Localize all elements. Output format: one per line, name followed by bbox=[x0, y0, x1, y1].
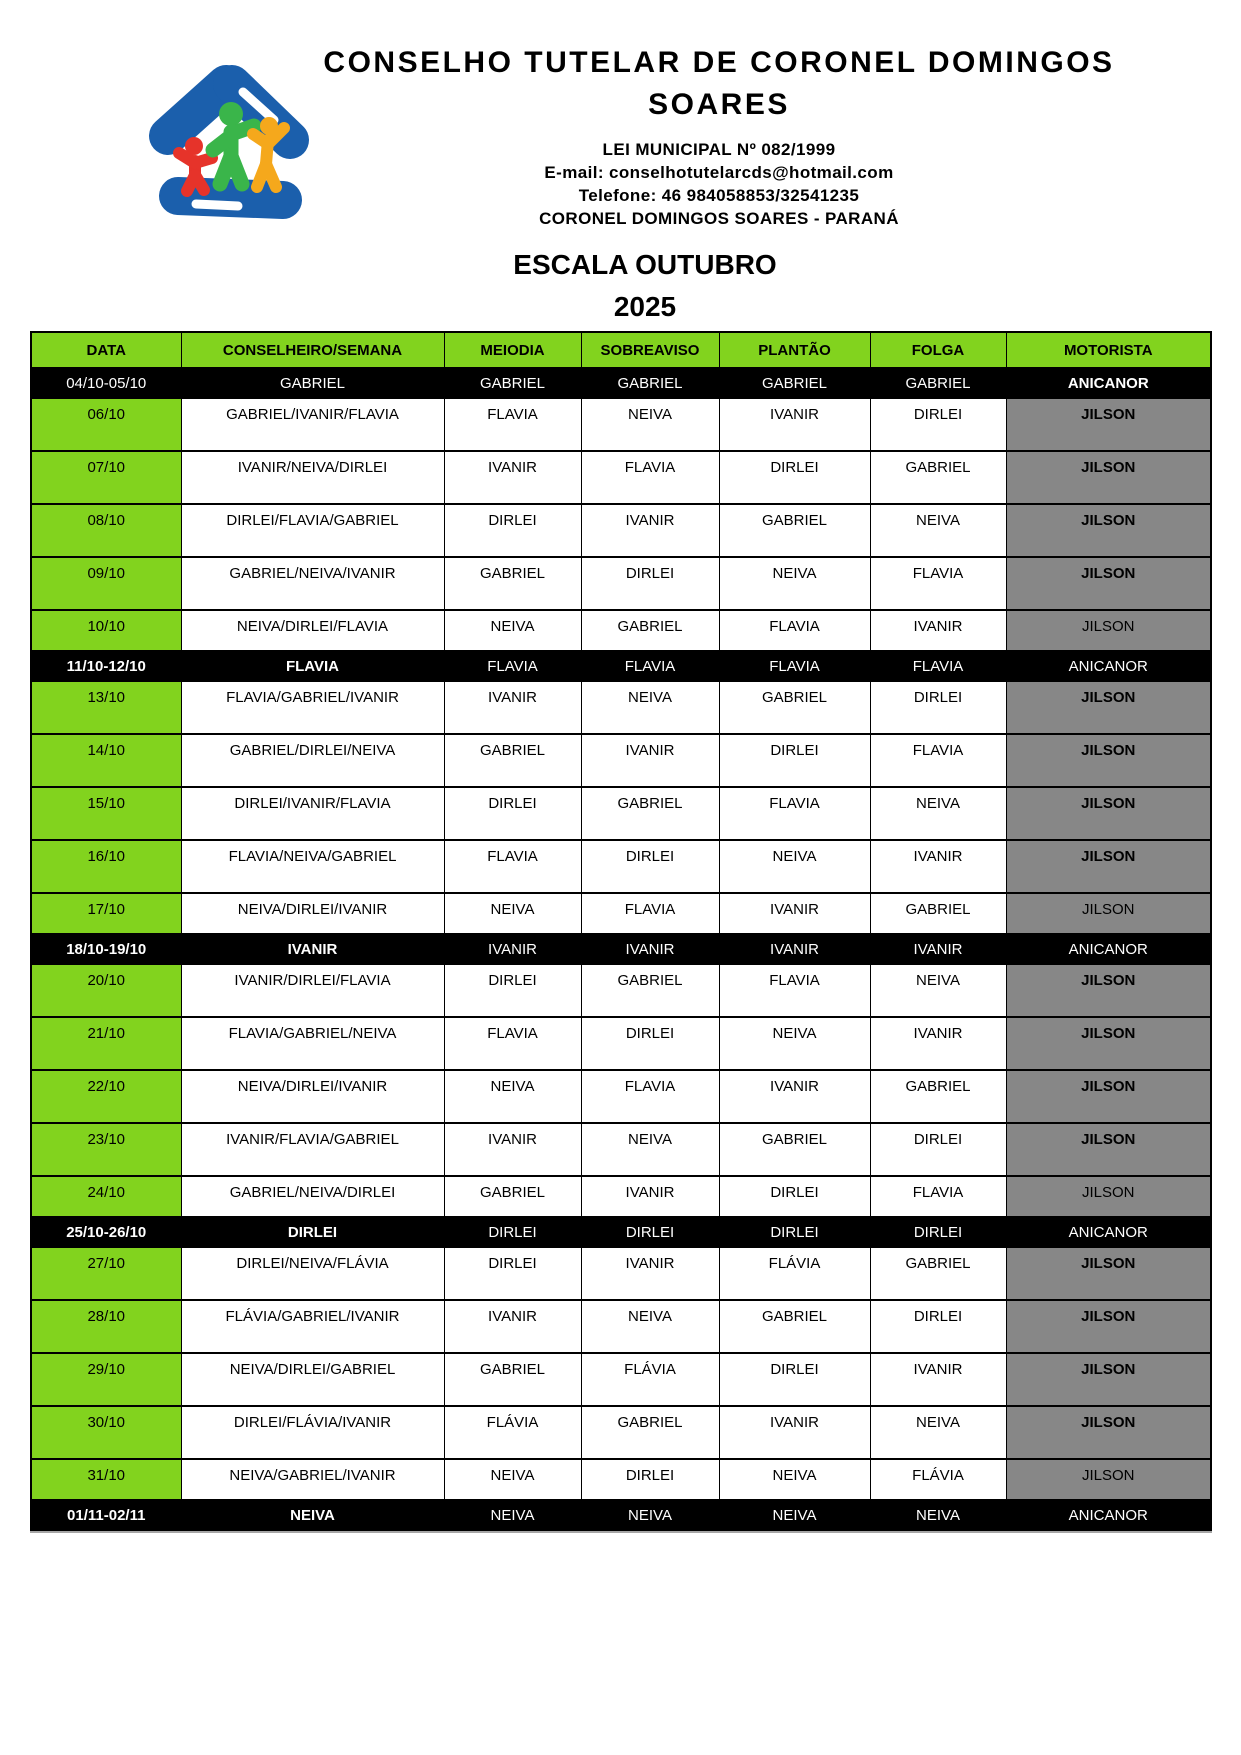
cell-plantao: IVANIR bbox=[719, 398, 870, 451]
schedule-row bbox=[31, 840, 1211, 893]
cell-conselheiro: NEIVA/DIRLEI/FLAVIA bbox=[181, 610, 444, 651]
cell-conselheiro: NEIVA bbox=[181, 1500, 444, 1530]
cell-date: 04/10-05/10 bbox=[31, 368, 181, 398]
schedule-row bbox=[31, 1353, 1211, 1406]
cell-conselheiro: NEIVA/DIRLEI/IVANIR bbox=[181, 1070, 444, 1123]
org-title-line1: CONSELHO TUTELAR DE CORONEL DOMINGOS bbox=[323, 46, 1115, 79]
cell-sobreaviso: FLAVIA bbox=[581, 893, 719, 934]
cell-meiodia: NEIVA bbox=[444, 1459, 581, 1500]
cell-conselheiro: IVANIR bbox=[181, 934, 444, 964]
cell-plantao: DIRLEI bbox=[719, 1353, 870, 1406]
cell-plantao: FLAVIA bbox=[719, 610, 870, 651]
column-header-sobreaviso: SOBREAVISO bbox=[581, 332, 719, 368]
cell-date: 18/10-19/10 bbox=[31, 934, 181, 964]
column-header-plantao: PLANTÃO bbox=[719, 332, 870, 368]
cell-plantao: NEIVA bbox=[719, 1459, 870, 1500]
cell-folga: GABRIEL bbox=[870, 1247, 1006, 1300]
cell-date: 31/10 bbox=[31, 1459, 181, 1500]
cell-motorista: JILSON bbox=[1006, 1353, 1211, 1406]
cell-meiodia: DIRLEI bbox=[444, 1247, 581, 1300]
cell-meiodia: FLAVIA bbox=[444, 651, 581, 681]
schedule-row bbox=[31, 398, 1211, 451]
cell-folga: IVANIR bbox=[870, 610, 1006, 651]
column-header-folga: FOLGA bbox=[870, 332, 1006, 368]
cell-meiodia: IVANIR bbox=[444, 1300, 581, 1353]
cell-conselheiro: FLAVIA bbox=[181, 651, 444, 681]
cell-motorista: JILSON bbox=[1006, 1070, 1211, 1123]
cell-meiodia: GABRIEL bbox=[444, 1353, 581, 1406]
schedule-row bbox=[31, 1300, 1211, 1353]
cell-date: 07/10 bbox=[31, 451, 181, 504]
cell-conselheiro: DIRLEI/NEIVA/FLÁVIA bbox=[181, 1247, 444, 1300]
cell-date: 22/10 bbox=[31, 1070, 181, 1123]
cell-conselheiro: DIRLEI/IVANIR/FLAVIA bbox=[181, 787, 444, 840]
column-header-meiodia: MEIODIA bbox=[444, 332, 581, 368]
cell-folga: FLAVIA bbox=[870, 1176, 1006, 1217]
cell-sobreaviso: DIRLEI bbox=[581, 1217, 719, 1247]
cell-sobreaviso: DIRLEI bbox=[581, 1459, 719, 1500]
org-law: LEI MUNICIPAL Nº 082/1999 bbox=[602, 140, 836, 159]
cell-plantao: DIRLEI bbox=[719, 451, 870, 504]
cell-plantao: FLÁVIA bbox=[719, 1247, 870, 1300]
cell-sobreaviso: NEIVA bbox=[581, 398, 719, 451]
schedule-row bbox=[31, 1247, 1211, 1300]
cell-folga: IVANIR bbox=[870, 840, 1006, 893]
org-title-line2: SOARES bbox=[648, 88, 790, 121]
schedule-row bbox=[31, 557, 1211, 610]
schedule-row bbox=[31, 934, 1211, 964]
cell-folga: IVANIR bbox=[870, 1017, 1006, 1070]
cell-plantao: NEIVA bbox=[719, 840, 870, 893]
cell-plantao: DIRLEI bbox=[719, 734, 870, 787]
cell-sobreaviso: FLAVIA bbox=[581, 651, 719, 681]
cell-date: 06/10 bbox=[31, 398, 181, 451]
cell-folga: NEIVA bbox=[870, 1500, 1006, 1530]
logo-base bbox=[178, 196, 283, 200]
cell-plantao: GABRIEL bbox=[719, 1300, 870, 1353]
cell-meiodia: NEIVA bbox=[444, 1070, 581, 1123]
schedule-row bbox=[31, 504, 1211, 557]
cell-date: 15/10 bbox=[31, 787, 181, 840]
cell-date: 28/10 bbox=[31, 1300, 181, 1353]
cell-sobreaviso: DIRLEI bbox=[581, 557, 719, 610]
schedule-row bbox=[31, 1500, 1211, 1530]
cell-meiodia: IVANIR bbox=[444, 681, 581, 734]
cell-conselheiro: IVANIR/DIRLEI/FLAVIA bbox=[181, 964, 444, 1017]
schedule-row bbox=[31, 1123, 1211, 1176]
schedule-row bbox=[31, 368, 1211, 398]
cell-meiodia: FLAVIA bbox=[444, 398, 581, 451]
cell-plantao: GABRIEL bbox=[719, 1123, 870, 1176]
cell-motorista: JILSON bbox=[1006, 1459, 1211, 1500]
cell-conselheiro: IVANIR/FLAVIA/GABRIEL bbox=[181, 1123, 444, 1176]
cell-folga: NEIVA bbox=[870, 1406, 1006, 1459]
schedule-row bbox=[31, 1406, 1211, 1459]
cell-meiodia: DIRLEI bbox=[444, 504, 581, 557]
cell-plantao: DIRLEI bbox=[719, 1176, 870, 1217]
cell-sobreaviso: NEIVA bbox=[581, 1300, 719, 1353]
cell-conselheiro: FLAVIA/GABRIEL/NEIVA bbox=[181, 1017, 444, 1070]
cell-meiodia: DIRLEI bbox=[444, 787, 581, 840]
cell-motorista: JILSON bbox=[1006, 1300, 1211, 1353]
cell-motorista: JILSON bbox=[1006, 557, 1211, 610]
cell-motorista: JILSON bbox=[1006, 840, 1211, 893]
cell-conselheiro: FLAVIA/GABRIEL/IVANIR bbox=[181, 681, 444, 734]
cell-meiodia: IVANIR bbox=[444, 451, 581, 504]
cell-folga: NEIVA bbox=[870, 787, 1006, 840]
cell-motorista: ANICANOR bbox=[1006, 368, 1211, 398]
schedule-title: ESCALA OUTUBRO bbox=[513, 249, 777, 280]
schedule-title-block bbox=[25, 248, 1241, 324]
cell-date: 27/10 bbox=[31, 1247, 181, 1300]
cell-motorista: JILSON bbox=[1006, 681, 1211, 734]
cell-conselheiro: DIRLEI/FLÁVIA/IVANIR bbox=[181, 1406, 444, 1459]
schedule-table bbox=[30, 331, 1212, 1531]
cell-conselheiro: GABRIEL bbox=[181, 368, 444, 398]
cell-conselheiro: IVANIR/NEIVA/DIRLEI bbox=[181, 451, 444, 504]
cell-folga: GABRIEL bbox=[870, 1070, 1006, 1123]
cell-date: 17/10 bbox=[31, 893, 181, 934]
cell-sobreaviso: IVANIR bbox=[581, 1176, 719, 1217]
cell-motorista: ANICANOR bbox=[1006, 934, 1211, 964]
org-contacts bbox=[319, 138, 1119, 230]
cell-conselheiro: NEIVA/DIRLEI/GABRIEL bbox=[181, 1353, 444, 1406]
cell-date: 08/10 bbox=[31, 504, 181, 557]
cell-folga: GABRIEL bbox=[870, 368, 1006, 398]
cell-conselheiro: FLÁVIA/GABRIEL/IVANIR bbox=[181, 1300, 444, 1353]
cell-conselheiro: DIRLEI bbox=[181, 1217, 444, 1247]
schedule-row bbox=[31, 964, 1211, 1017]
schedule-row bbox=[31, 1017, 1211, 1070]
cell-motorista: JILSON bbox=[1006, 398, 1211, 451]
cell-sobreaviso: GABRIEL bbox=[581, 1406, 719, 1459]
cell-sobreaviso: IVANIR bbox=[581, 504, 719, 557]
cell-date: 25/10-26/10 bbox=[31, 1217, 181, 1247]
cell-folga: DIRLEI bbox=[870, 398, 1006, 451]
schedule-row bbox=[31, 734, 1211, 787]
cell-folga: GABRIEL bbox=[870, 893, 1006, 934]
cell-motorista: JILSON bbox=[1006, 734, 1211, 787]
schedule-row bbox=[31, 681, 1211, 734]
cell-folga: IVANIR bbox=[870, 1353, 1006, 1406]
schedule-header-row bbox=[31, 332, 1211, 368]
schedule-row bbox=[31, 787, 1211, 840]
cell-motorista: JILSON bbox=[1006, 787, 1211, 840]
cell-plantao: GABRIEL bbox=[719, 681, 870, 734]
cell-plantao: IVANIR bbox=[719, 934, 870, 964]
cell-meiodia: GABRIEL bbox=[444, 557, 581, 610]
cell-folga: DIRLEI bbox=[870, 681, 1006, 734]
cell-conselheiro: GABRIEL/DIRLEI/NEIVA bbox=[181, 734, 444, 787]
document-header bbox=[319, 42, 1119, 230]
cell-sobreaviso: DIRLEI bbox=[581, 840, 719, 893]
conselho-tutelar-logo bbox=[138, 34, 320, 222]
cell-plantao: NEIVA bbox=[719, 1500, 870, 1530]
cell-plantao: FLAVIA bbox=[719, 651, 870, 681]
cell-plantao: DIRLEI bbox=[719, 1217, 870, 1247]
cell-motorista: JILSON bbox=[1006, 1247, 1211, 1300]
cell-meiodia: FLAVIA bbox=[444, 1017, 581, 1070]
schedule-row bbox=[31, 651, 1211, 681]
cell-meiodia: GABRIEL bbox=[444, 1176, 581, 1217]
cell-meiodia: GABRIEL bbox=[444, 734, 581, 787]
cell-meiodia: NEIVA bbox=[444, 1500, 581, 1530]
cell-folga: NEIVA bbox=[870, 964, 1006, 1017]
cell-plantao: GABRIEL bbox=[719, 504, 870, 557]
cell-folga: FLAVIA bbox=[870, 651, 1006, 681]
schedule-row bbox=[31, 1070, 1211, 1123]
cell-date: 10/10 bbox=[31, 610, 181, 651]
cell-date: 23/10 bbox=[31, 1123, 181, 1176]
cell-sobreaviso: FLAVIA bbox=[581, 451, 719, 504]
cell-conselheiro: FLAVIA/NEIVA/GABRIEL bbox=[181, 840, 444, 893]
cell-meiodia: NEIVA bbox=[444, 610, 581, 651]
cell-plantao: NEIVA bbox=[719, 557, 870, 610]
cell-date: 13/10 bbox=[31, 681, 181, 734]
cell-sobreaviso: IVANIR bbox=[581, 1247, 719, 1300]
cell-meiodia: IVANIR bbox=[444, 934, 581, 964]
cell-motorista: ANICANOR bbox=[1006, 651, 1211, 681]
cell-meiodia: GABRIEL bbox=[444, 368, 581, 398]
cell-plantao: IVANIR bbox=[719, 1406, 870, 1459]
cell-meiodia: NEIVA bbox=[444, 893, 581, 934]
cell-motorista: ANICANOR bbox=[1006, 1217, 1211, 1247]
cell-meiodia: DIRLEI bbox=[444, 964, 581, 1017]
cell-meiodia: FLÁVIA bbox=[444, 1406, 581, 1459]
cell-folga: FLAVIA bbox=[870, 734, 1006, 787]
cell-date: 21/10 bbox=[31, 1017, 181, 1070]
cell-date: 09/10 bbox=[31, 557, 181, 610]
column-header-motorista: MOTORISTA bbox=[1006, 332, 1211, 368]
cell-meiodia: DIRLEI bbox=[444, 1217, 581, 1247]
schedule-row bbox=[31, 451, 1211, 504]
schedule-row bbox=[31, 1176, 1211, 1217]
schedule-row bbox=[31, 893, 1211, 934]
cell-conselheiro: NEIVA/DIRLEI/IVANIR bbox=[181, 893, 444, 934]
cell-date: 14/10 bbox=[31, 734, 181, 787]
cell-folga: IVANIR bbox=[870, 934, 1006, 964]
cell-sobreaviso: NEIVA bbox=[581, 1500, 719, 1530]
schedule-row bbox=[31, 610, 1211, 651]
cell-sobreaviso: NEIVA bbox=[581, 681, 719, 734]
cell-sobreaviso: DIRLEI bbox=[581, 1017, 719, 1070]
cell-sobreaviso: GABRIEL bbox=[581, 610, 719, 651]
cell-sobreaviso: FLAVIA bbox=[581, 1070, 719, 1123]
cell-conselheiro: GABRIEL/NEIVA/IVANIR bbox=[181, 557, 444, 610]
cell-folga: DIRLEI bbox=[870, 1217, 1006, 1247]
cell-motorista: JILSON bbox=[1006, 1017, 1211, 1070]
cell-plantao: FLAVIA bbox=[719, 964, 870, 1017]
cell-sobreaviso: FLÁVIA bbox=[581, 1353, 719, 1406]
cell-folga: FLÁVIA bbox=[870, 1459, 1006, 1500]
cell-date: 11/10-12/10 bbox=[31, 651, 181, 681]
cell-conselheiro: DIRLEI/FLAVIA/GABRIEL bbox=[181, 504, 444, 557]
cell-sobreaviso: NEIVA bbox=[581, 1123, 719, 1176]
cell-sobreaviso: GABRIEL bbox=[581, 964, 719, 1017]
cell-folga: FLAVIA bbox=[870, 557, 1006, 610]
column-header-conselheiro: CONSELHEIRO/SEMANA bbox=[181, 332, 444, 368]
cell-meiodia: FLAVIA bbox=[444, 840, 581, 893]
schedule-row bbox=[31, 1217, 1211, 1247]
column-header-data: DATA bbox=[31, 332, 181, 368]
cell-motorista: JILSON bbox=[1006, 610, 1211, 651]
cell-folga: DIRLEI bbox=[870, 1123, 1006, 1176]
schedule-year: 2025 bbox=[613, 291, 677, 322]
cell-folga: GABRIEL bbox=[870, 451, 1006, 504]
cell-date: 01/11-02/11 bbox=[31, 1500, 181, 1530]
cell-sobreaviso: GABRIEL bbox=[581, 368, 719, 398]
cell-motorista: ANICANOR bbox=[1006, 1500, 1211, 1530]
cell-meiodia: IVANIR bbox=[444, 1123, 581, 1176]
cell-conselheiro: NEIVA/GABRIEL/IVANIR bbox=[181, 1459, 444, 1500]
cell-date: 20/10 bbox=[31, 964, 181, 1017]
cell-date: 24/10 bbox=[31, 1176, 181, 1217]
org-email: E-mail: conselhotutelarcds@hotmail.com bbox=[544, 163, 894, 182]
cell-motorista: JILSON bbox=[1006, 1176, 1211, 1217]
cell-motorista: JILSON bbox=[1006, 1406, 1211, 1459]
cell-folga: DIRLEI bbox=[870, 1300, 1006, 1353]
org-title bbox=[319, 42, 1119, 126]
cell-plantao: IVANIR bbox=[719, 893, 870, 934]
cell-plantao: GABRIEL bbox=[719, 368, 870, 398]
cell-motorista: JILSON bbox=[1006, 504, 1211, 557]
cell-date: 16/10 bbox=[31, 840, 181, 893]
cell-date: 30/10 bbox=[31, 1406, 181, 1459]
org-city: CORONEL DOMINGOS SOARES - PARANÁ bbox=[539, 209, 899, 228]
cell-sobreaviso: GABRIEL bbox=[581, 787, 719, 840]
cell-conselheiro: GABRIEL/NEIVA/DIRLEI bbox=[181, 1176, 444, 1217]
schedule-row bbox=[31, 1459, 1211, 1500]
cell-plantao: FLAVIA bbox=[719, 787, 870, 840]
cell-plantao: IVANIR bbox=[719, 1070, 870, 1123]
cell-sobreaviso: IVANIR bbox=[581, 934, 719, 964]
cell-folga: NEIVA bbox=[870, 504, 1006, 557]
cell-date: 29/10 bbox=[31, 1353, 181, 1406]
cell-conselheiro: GABRIEL/IVANIR/FLAVIA bbox=[181, 398, 444, 451]
cell-motorista: JILSON bbox=[1006, 964, 1211, 1017]
cell-sobreaviso: IVANIR bbox=[581, 734, 719, 787]
logo-base-highlight bbox=[196, 204, 238, 206]
cell-plantao: NEIVA bbox=[719, 1017, 870, 1070]
cell-motorista: JILSON bbox=[1006, 893, 1211, 934]
org-phone: Telefone: 46 984058853/32541235 bbox=[578, 186, 860, 205]
cell-motorista: JILSON bbox=[1006, 451, 1211, 504]
cell-motorista: JILSON bbox=[1006, 1123, 1211, 1176]
